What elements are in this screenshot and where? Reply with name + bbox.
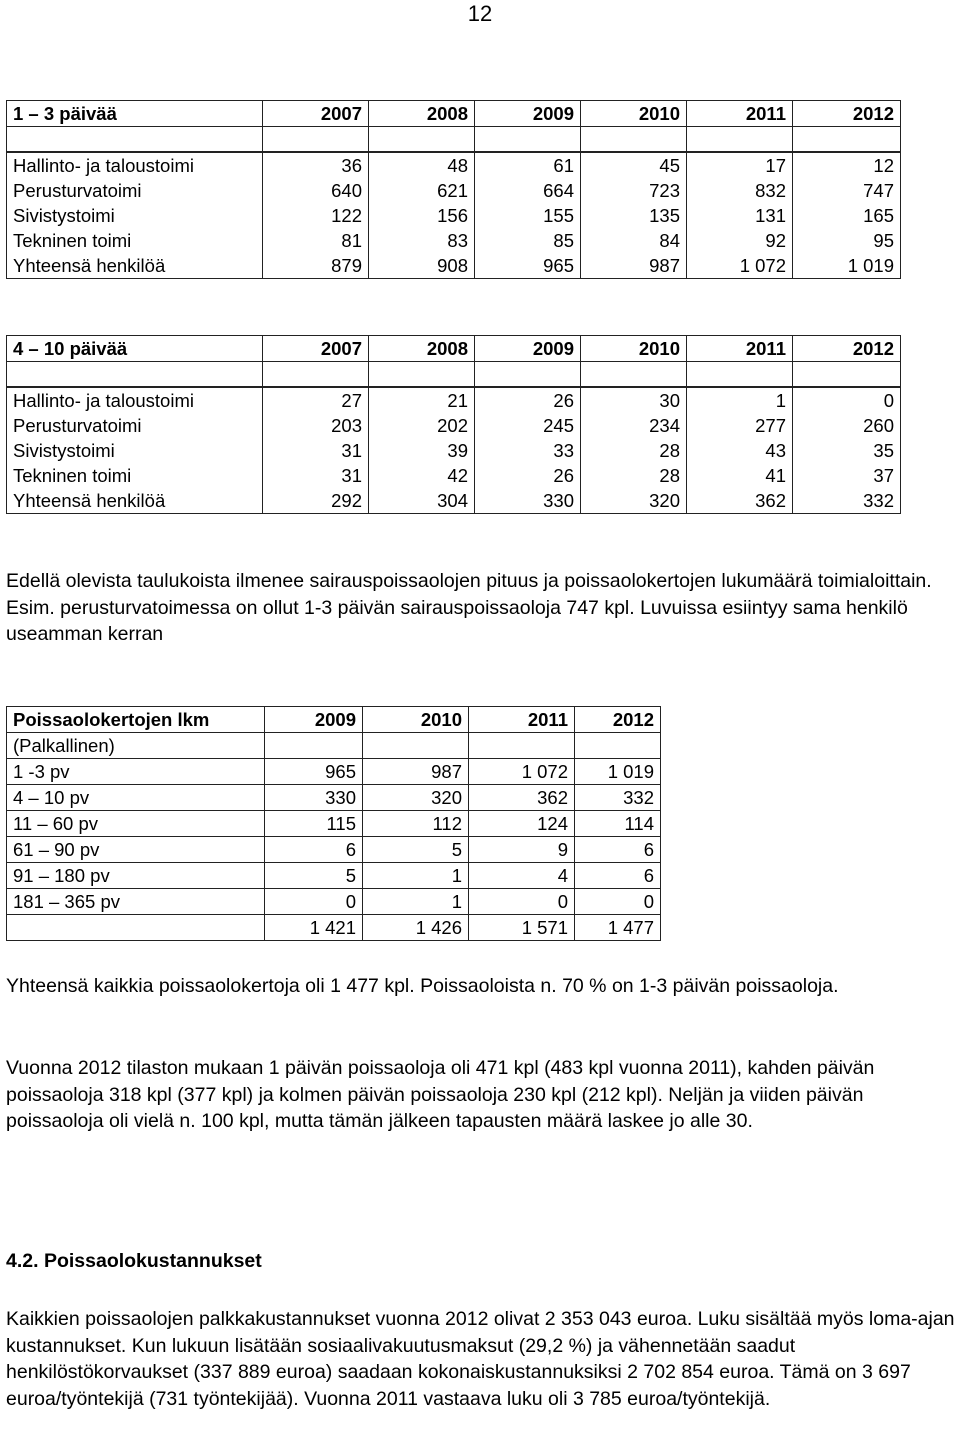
table-row: [7, 811, 661, 837]
row-label: 181 – 365 pv: [7, 889, 265, 915]
table-row: [7, 759, 661, 785]
cell: 28: [581, 463, 687, 488]
cell: 1 426: [363, 915, 469, 941]
cell: 4: [469, 863, 575, 889]
table-row: [7, 837, 661, 863]
cell: 95: [793, 228, 901, 253]
cell: 832: [687, 178, 793, 203]
header-cell: 2012: [793, 101, 901, 127]
table-row: [7, 733, 661, 759]
empty-cell: [793, 127, 901, 152]
table-header-row: [7, 707, 661, 733]
cell: 31: [263, 438, 369, 463]
empty-cell: [581, 362, 687, 387]
table-row: [7, 203, 901, 228]
cell: 6: [265, 837, 363, 863]
page-number: 12: [467, 1, 493, 26]
cell: 1 571: [469, 915, 575, 941]
cell: 1 019: [793, 253, 901, 279]
spacer-row: [7, 127, 901, 152]
cell: 908: [369, 253, 475, 279]
paragraph-absence-costs: Kaikkien poissaolojen palkkakustannukset vuonna 2012 olivat 2 353 043 euroa. Luku sisältää myös loma-ajan kustannukset. Kun lukuun lisätään sosiaalivakuutusmaksut (29,2 %) ja vähennetään saadut henkilöstökorvaukset (337 889 euroa) saadaan kokonaiskustannuksiksi 2 702 854 euroa. Tämä on 3 697 euroa/työntekijä (731 työntekijää). Vuonna 2011 vastaava luku oli 3 785 euroa/työntekijä.: [6, 1308, 955, 1410]
row-label: Sivistystoimi: [7, 438, 263, 463]
empty-cell: [369, 362, 475, 387]
cell: 640: [263, 178, 369, 203]
cell: 26: [475, 388, 581, 414]
header-cell: 1 – 3 päivää: [7, 101, 263, 127]
cell: 83: [369, 228, 475, 253]
cell: 124: [469, 811, 575, 837]
cell: 17: [687, 153, 793, 179]
table-row: [7, 488, 901, 514]
row-label: (Palkallinen): [7, 733, 265, 759]
cell: 1 072: [469, 759, 575, 785]
empty-cell: [475, 362, 581, 387]
header-cell: 2012: [575, 707, 661, 733]
empty-cell: [369, 127, 475, 152]
table-row: [7, 178, 901, 203]
row-label: Yhteensä henkilöä: [7, 488, 263, 514]
cell: 165: [793, 203, 901, 228]
table-row: [7, 889, 661, 915]
header-cell: 2009: [475, 336, 581, 362]
cell: 987: [581, 253, 687, 279]
cell: 61: [475, 153, 581, 179]
header-cell: 2007: [263, 101, 369, 127]
paragraph-table-explanation: Edellä olevista taulukoista ilmenee sairauspoissaolojen pituus ja poissaolokertojen lukumäärä toimialoittain. Esim. perusturvatoimessa on ollut 1-3 päivän sairauspoissaoloja 747 kpl. Luvuissa esiintyy sama henkilö useamman kerran: [6, 570, 932, 645]
header-cell: 2011: [469, 707, 575, 733]
cell: 36: [263, 153, 369, 179]
cell: 35: [793, 438, 901, 463]
cell: 202: [369, 413, 475, 438]
header-cell: 2010: [363, 707, 469, 733]
cell: 37: [793, 463, 901, 488]
cell: 1 072: [687, 253, 793, 279]
row-label: Yhteensä henkilöä: [7, 253, 263, 279]
spacer-row: [7, 362, 901, 387]
table-4-10-days-body: [6, 387, 901, 514]
row-label: Hallinto- ja taloustoimi: [7, 388, 263, 414]
cell: 122: [263, 203, 369, 228]
cell: 27: [263, 388, 369, 414]
cell: 6: [575, 837, 661, 863]
row-label: Sivistystoimi: [7, 203, 263, 228]
cell: 879: [263, 253, 369, 279]
table-row: [7, 253, 901, 279]
empty-cell: [475, 127, 581, 152]
empty-cell: [793, 362, 901, 387]
header-cell: 2012: [793, 336, 901, 362]
section-heading: 4.2. Poissaolokustannukset: [6, 1250, 262, 1272]
cell: [265, 733, 363, 759]
cell: 42: [369, 463, 475, 488]
cell: 131: [687, 203, 793, 228]
header-cell: 4 – 10 päivää: [7, 336, 263, 362]
cell: 31: [263, 463, 369, 488]
cell: [363, 733, 469, 759]
cell: 330: [475, 488, 581, 514]
cell: 747: [793, 178, 901, 203]
table-total-row: [7, 915, 661, 941]
cell: 965: [265, 759, 363, 785]
cell: 621: [369, 178, 475, 203]
header-cell: 2009: [265, 707, 363, 733]
cell: 1: [363, 863, 469, 889]
cell: 330: [265, 785, 363, 811]
cell: 304: [369, 488, 475, 514]
table-4-10-days: [6, 335, 901, 387]
cell: 45: [581, 153, 687, 179]
empty-cell: [687, 362, 793, 387]
cell: 332: [793, 488, 901, 514]
cell: 5: [265, 863, 363, 889]
row-label: 11 – 60 pv: [7, 811, 265, 837]
row-label: Tekninen toimi: [7, 463, 263, 488]
cell: 39: [369, 438, 475, 463]
cell: 85: [475, 228, 581, 253]
cell: 1 477: [575, 915, 661, 941]
row-label: 61 – 90 pv: [7, 837, 265, 863]
cell: 664: [475, 178, 581, 203]
cell: 33: [475, 438, 581, 463]
cell: 21: [369, 388, 475, 414]
header-cell: 2008: [369, 336, 475, 362]
cell: 28: [581, 438, 687, 463]
cell: 203: [263, 413, 369, 438]
cell: 81: [263, 228, 369, 253]
cell: 114: [575, 811, 661, 837]
cell: 92: [687, 228, 793, 253]
cell: 26: [475, 463, 581, 488]
cell: 0: [575, 889, 661, 915]
cell: 277: [687, 413, 793, 438]
table-1-3-days-body: [6, 152, 901, 279]
header-cell: Poissaolokertojen lkm: [7, 707, 265, 733]
cell: 320: [581, 488, 687, 514]
cell: 0: [469, 889, 575, 915]
paragraph-2012-statistics: Vuonna 2012 tilaston mukaan 1 päivän poissaoloja oli 471 kpl (483 kpl vuonna 2011), kahden päivän poissaoloja 318 kpl (377 kpl) ja kolmen päivän poissaoloja 230 kpl (212 kpl). Neljän ja viiden päivän poissaoloja oli vielä n. 100 kpl, mutta tämän jälkeen tapausten määrä laskee jo alle 30.: [6, 1057, 875, 1132]
table-header-row: [7, 101, 901, 127]
cell: 234: [581, 413, 687, 438]
cell: 332: [575, 785, 661, 811]
cell: 43: [687, 438, 793, 463]
cell: 155: [475, 203, 581, 228]
cell: [575, 733, 661, 759]
row-label: Perusturvatoimi: [7, 413, 263, 438]
cell: 84: [581, 228, 687, 253]
cell: 245: [475, 413, 581, 438]
cell: 320: [363, 785, 469, 811]
cell: 115: [265, 811, 363, 837]
cell: 30: [581, 388, 687, 414]
table-row: [7, 785, 661, 811]
empty-cell: [7, 362, 263, 387]
cell: 1: [687, 388, 793, 414]
cell: 41: [687, 463, 793, 488]
cell: 1 019: [575, 759, 661, 785]
cell: 292: [263, 488, 369, 514]
table-row: [7, 228, 901, 253]
cell: 1 421: [265, 915, 363, 941]
table-row: [7, 153, 901, 179]
cell: 987: [363, 759, 469, 785]
empty-cell: [263, 127, 369, 152]
table-absence-counts: [6, 706, 661, 941]
cell: 12: [793, 153, 901, 179]
cell: 6: [575, 863, 661, 889]
header-cell: 2007: [263, 336, 369, 362]
row-label: Perusturvatoimi: [7, 178, 263, 203]
empty-cell: [581, 127, 687, 152]
cell: 362: [687, 488, 793, 514]
cell: 48: [369, 153, 475, 179]
empty-cell: [687, 127, 793, 152]
cell: 965: [475, 253, 581, 279]
row-label: 1 -3 pv: [7, 759, 265, 785]
table-1-3-days: [6, 100, 901, 152]
table-row: [7, 438, 901, 463]
header-cell: 2011: [687, 336, 793, 362]
row-label: [7, 915, 265, 941]
paragraph-total-summary: Yhteensä kaikkia poissaolokertoja oli 1 477 kpl. Poissaoloista n. 70 % on 1-3 päivän poissaoloja.: [6, 975, 839, 997]
cell: 112: [363, 811, 469, 837]
table-row: [7, 388, 901, 414]
cell: 135: [581, 203, 687, 228]
row-label: 91 – 180 pv: [7, 863, 265, 889]
table-row: [7, 413, 901, 438]
row-label: Hallinto- ja taloustoimi: [7, 153, 263, 179]
cell: 260: [793, 413, 901, 438]
cell: 0: [793, 388, 901, 414]
header-cell: 2008: [369, 101, 475, 127]
header-cell: 2010: [581, 101, 687, 127]
cell: 0: [265, 889, 363, 915]
table-row: [7, 463, 901, 488]
cell: [469, 733, 575, 759]
header-cell: 2009: [475, 101, 581, 127]
cell: 1: [363, 889, 469, 915]
table-row: [7, 863, 661, 889]
cell: 362: [469, 785, 575, 811]
table-header-row: [7, 336, 901, 362]
row-label: Tekninen toimi: [7, 228, 263, 253]
empty-cell: [263, 362, 369, 387]
cell: 156: [369, 203, 475, 228]
row-label: 4 – 10 pv: [7, 785, 265, 811]
cell: 723: [581, 178, 687, 203]
header-cell: 2011: [687, 101, 793, 127]
cell: 5: [363, 837, 469, 863]
cell: 9: [469, 837, 575, 863]
empty-cell: [7, 127, 263, 152]
header-cell: 2010: [581, 336, 687, 362]
